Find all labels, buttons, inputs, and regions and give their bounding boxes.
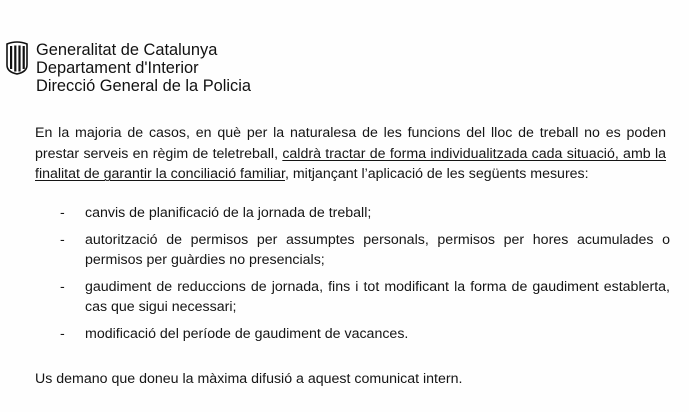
closing-sentence: Us demano que doneu la màxima difusió a aquest comunicat intern. [35,371,463,387]
intro-text-end: , mitjançant l’aplicació de les següents mesures: [284,166,589,183]
list-dash: - [60,278,65,295]
measure-item [60,277,670,318]
measures-list [60,203,670,345]
measure-text: modificació del període de gaudiment de vacances. [85,325,409,342]
list-dash: - [60,325,65,342]
measure-text: canvis de planificació de la jornada de treball; [85,205,372,221]
letterhead-line-department: Departament d'Interior [36,59,199,78]
intro-paragraph [35,123,666,185]
generalitat-senyera-emblem-icon [5,41,29,75]
intro-text-underlined: caldrà tractar de forma individualitzada cada situació, amb la finalitat de garantir la conciliació familiar [35,145,666,183]
list-dash: - [60,205,65,221]
letterhead [36,41,251,96]
list-dash: - [60,231,65,248]
measure-text: autorització de permisos per assumptes personals, permisos per hores acumulades o permisos per guàrdies no presencials; [85,231,670,269]
measure-text: gaudiment de reduccions de jornada, fins i tot modificant la forma de gaudiment establerta, cas que sigui necessari; [85,278,670,316]
measure-item [60,203,670,224]
measure-item [60,324,670,345]
letterhead-line-directorate: Direcció General de la Policia [36,77,251,96]
intro-text-start: En la majoria de casos, en què per la naturalesa de les funcions del lloc de treball no es poden prestar serveis en règim de teletreball, [35,125,666,162]
letterhead-line-government: Generalitat de Catalunya [36,41,218,59]
measure-item [60,230,670,271]
